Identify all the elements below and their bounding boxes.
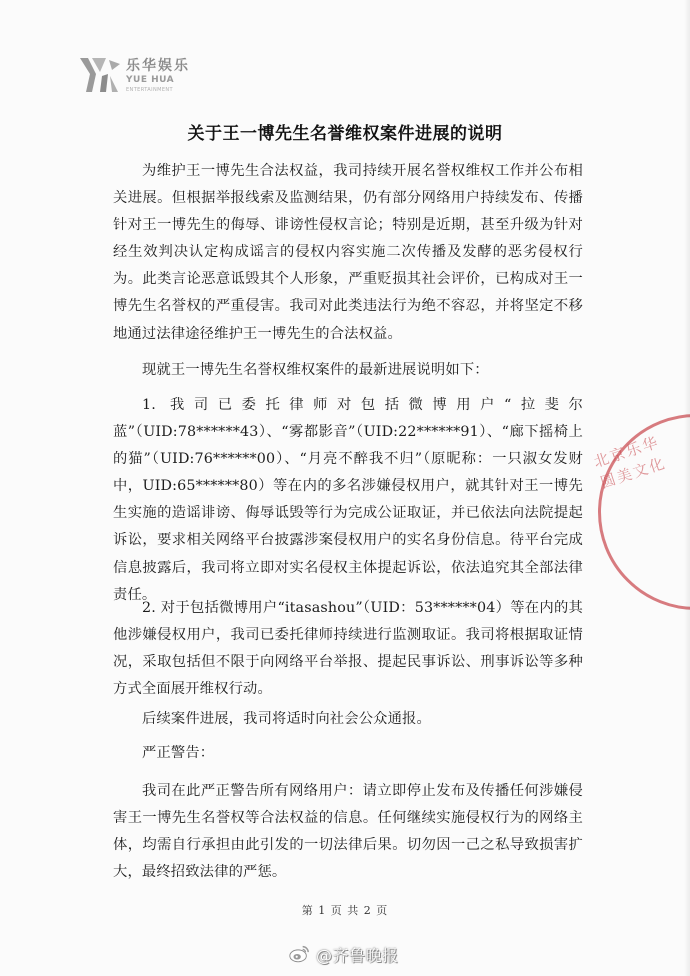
paragraph-warning: 我司在此严正警告所有网络用户：请立即停止发布及传播任何涉嫌侵害王一博先生名誉权等合法权益的信息。任何继续实施侵权行为的网络主体，均需自行承担由此引发的一切法律后果。切勿因一己之私导致损害扩大，最终招致法律的严惩。: [113, 783, 583, 881]
watermark-text: @齐鲁晚报: [316, 945, 399, 965]
scan-shadow: [684, 0, 690, 976]
logo-english-name: YUE HUA: [126, 75, 175, 85]
source-watermark: [288, 940, 399, 968]
paragraph-item-2: 2. 对于包括微博用户“itasashou”（UID：53******04）等在内的其他涉嫌侵权用户，我司已委托律师持续进行监测取证。我司将根据取证情况，采取包括但不限于向网络平台举报、提起民事诉讼、刑事诉讼等多种方式全面展开维权行动。: [113, 600, 583, 698]
page-number: 第 1 页 共 2 页: [301, 904, 389, 917]
yuehua-logo-icon: [76, 52, 122, 98]
paragraph-intro: 为维护王一博先生合法权益，我司持续开展名誉权维权工作并公布相关进展。但根据举报线索及监测结果，仍有部分网络用户持续发布、传播针对王一博先生的侮辱、诽谤性侵权言论；特别是近期，甚至升级为针对经生效判决认定构成谣言的侵权内容实施二次传播及发酵的恶劣侵权行为。此类言论恶意诋毁其个人形象，严重贬损其社会评价，已构成对王一博先生名誉权的严重侵害。我司对此类违法行为绝不容忍，并将坚定不移地通过法律途径维护王一博先生的合法权益。: [113, 163, 583, 342]
weibo-icon: [288, 943, 310, 965]
document-title: 关于王一博先生名誉维权案件进展的说明: [187, 124, 503, 144]
logo-chinese-name: 乐华娱乐: [126, 58, 190, 74]
paragraph-progress-intro: 现就王一博先生名誉权维权案件的最新进展说明如下：: [142, 362, 489, 378]
company-logo: [76, 52, 236, 100]
logo-english-subtitle: ENTERTAINMENT: [126, 87, 173, 93]
paragraph-item-1: 1. 我司已委托律师对包括微博用户“拉斐尔蓝”（UID:78******43）、“雾都影音”（UID:22******91）、“廊下摇椅上的猫”（UID:76******00）、“月亮不醉我不归”（原昵称：一只淑女发财中，UID:65******80）等在内的多名涉嫌侵权用户，就其针对王一博先生实施的造谣诽谤、侮辱诋毁等行为完成公证取证，并已依法向法院提起诉讼，要求相关网络平台披露涉案侵权用户的实名身份信息。待平台完成信息披露后，我司将立即对实名侵权主体提起诉讼，依法追究其全部法律责任。: [113, 397, 583, 603]
paragraph-followup: 后续案件进展，我司将适时向社会公众通报。: [142, 711, 431, 727]
paragraph-warning-heading: 严正警告：: [142, 745, 215, 761]
seal-text: 北京乐华圆美文化: [591, 432, 669, 492]
